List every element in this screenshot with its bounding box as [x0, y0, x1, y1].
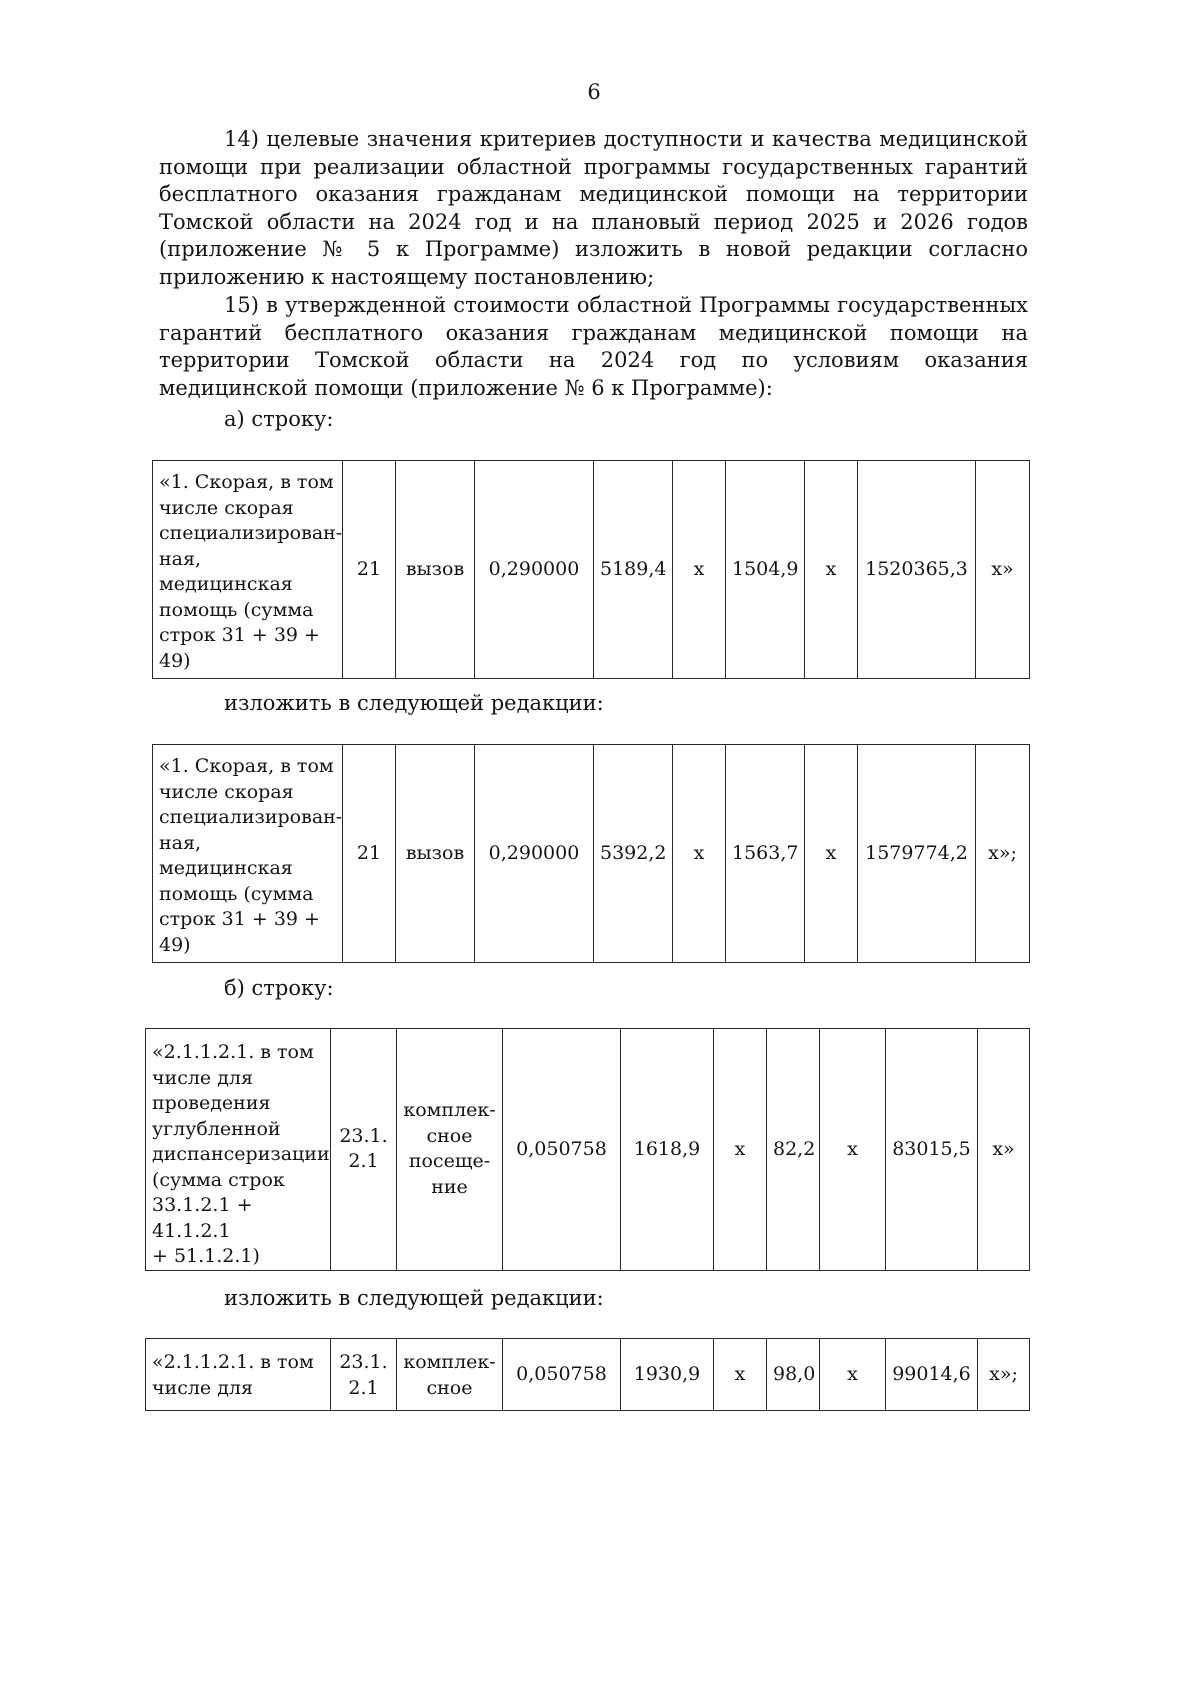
per-capita-cell: 1563,7 [726, 745, 805, 963]
sub-b-label: б) строку: [224, 976, 334, 1000]
unit-cell: вызов [396, 461, 475, 679]
cost-cell: 5392,2 [594, 745, 673, 963]
cost-cell: 1618,9 [621, 1029, 714, 1271]
sub-a-label: а) строку: [224, 407, 334, 431]
total-cell: 99014,6 [886, 1339, 978, 1411]
x-cell: х [820, 1029, 886, 1271]
row-name-cell: «1. Скорая, в том числе скорая специализирован- ная, медицинская помощь (сумма строк 31 + 39 + 49) [153, 745, 343, 963]
row-name-cell: «1. Скорая, в том числе скорая специализирован- ная, медицинская помощь (сумма строк 31 + 39 + 49) [153, 461, 343, 679]
table-row-b-old [145, 1028, 1030, 1271]
cost-cell: 5189,4 [594, 461, 673, 679]
table-row [146, 1029, 1030, 1271]
table-row [146, 1339, 1030, 1411]
item-15-paragraph [159, 292, 1028, 402]
item-15-number: 15) [224, 293, 259, 317]
x-cell: х [820, 1339, 886, 1411]
row-name-cell: «2.1.1.2.1. в том числе для проведения углубленной диспансеризации (сумма строк 33.1.2.1 + 41.1.2.1 + 51.1.2.1) [146, 1029, 331, 1271]
x-cell: х»; [976, 745, 1030, 963]
table-row-a-old [152, 460, 1030, 679]
norm-cell: 0,290000 [475, 461, 594, 679]
x-cell: х»; [978, 1339, 1030, 1411]
x-cell: х» [976, 461, 1030, 679]
norm-cell: 0,290000 [475, 745, 594, 963]
table-row [153, 745, 1030, 963]
table-row-b-new [145, 1338, 1030, 1411]
redaction-label-a: изложить в следующей редакции: [224, 691, 604, 715]
x-cell: х [805, 745, 858, 963]
unit-cell: комплек- сное посеще- ние [397, 1029, 503, 1271]
x-cell: х [714, 1029, 767, 1271]
row-code-cell: 23.1. 2.1 [331, 1339, 397, 1411]
x-cell: х [673, 461, 726, 679]
table-row-a-new [152, 744, 1030, 963]
unit-cell: вызов [396, 745, 475, 963]
item-14-text: целевые значения критериев доступности и качества медицинской помощи при реализации областной программы государственных гарантий бесплатного оказания гражданам медицинской помощи на территории Томской области на 2024 год и на плановый период 2025 и 2026 годов (приложение № 5 к Программе) изложить в новой редакции согласно приложению к настоящему постановлению; [159, 127, 1028, 289]
norm-cell: 0,050758 [503, 1029, 621, 1271]
x-cell: х [673, 745, 726, 963]
norm-cell: 0,050758 [503, 1339, 621, 1411]
x-cell: х [714, 1339, 767, 1411]
total-cell: 1520365,3 [858, 461, 976, 679]
per-capita-cell: 82,2 [767, 1029, 820, 1271]
cost-cell: 1930,9 [621, 1339, 714, 1411]
item-15-text: в утвержденной стоимости областной Программы государственных гарантий бесплатного оказания гражданам медицинской помощи на территории Томской области на 2024 год по условиям оказания медицинской помощи (приложение № 6 к Программе): [159, 293, 1028, 400]
per-capita-cell: 98,0 [767, 1339, 820, 1411]
total-cell: 83015,5 [886, 1029, 978, 1271]
row-name-cell: «2.1.1.2.1. в том числе для [146, 1339, 331, 1411]
x-cell: х» [978, 1029, 1030, 1271]
row-code-cell: 21 [343, 745, 396, 963]
redaction-label-b: изложить в следующей редакции: [224, 1286, 604, 1310]
x-cell: х [805, 461, 858, 679]
table-row [153, 461, 1030, 679]
item-14-paragraph [159, 126, 1028, 292]
row-code-cell: 21 [343, 461, 396, 679]
row-code-cell: 23.1. 2.1 [331, 1029, 397, 1271]
per-capita-cell: 1504,9 [726, 461, 805, 679]
total-cell: 1579774,2 [858, 745, 976, 963]
item-14-number: 14) [224, 127, 259, 151]
unit-cell: комплек- сное [397, 1339, 503, 1411]
page-number: 6 [587, 80, 601, 104]
